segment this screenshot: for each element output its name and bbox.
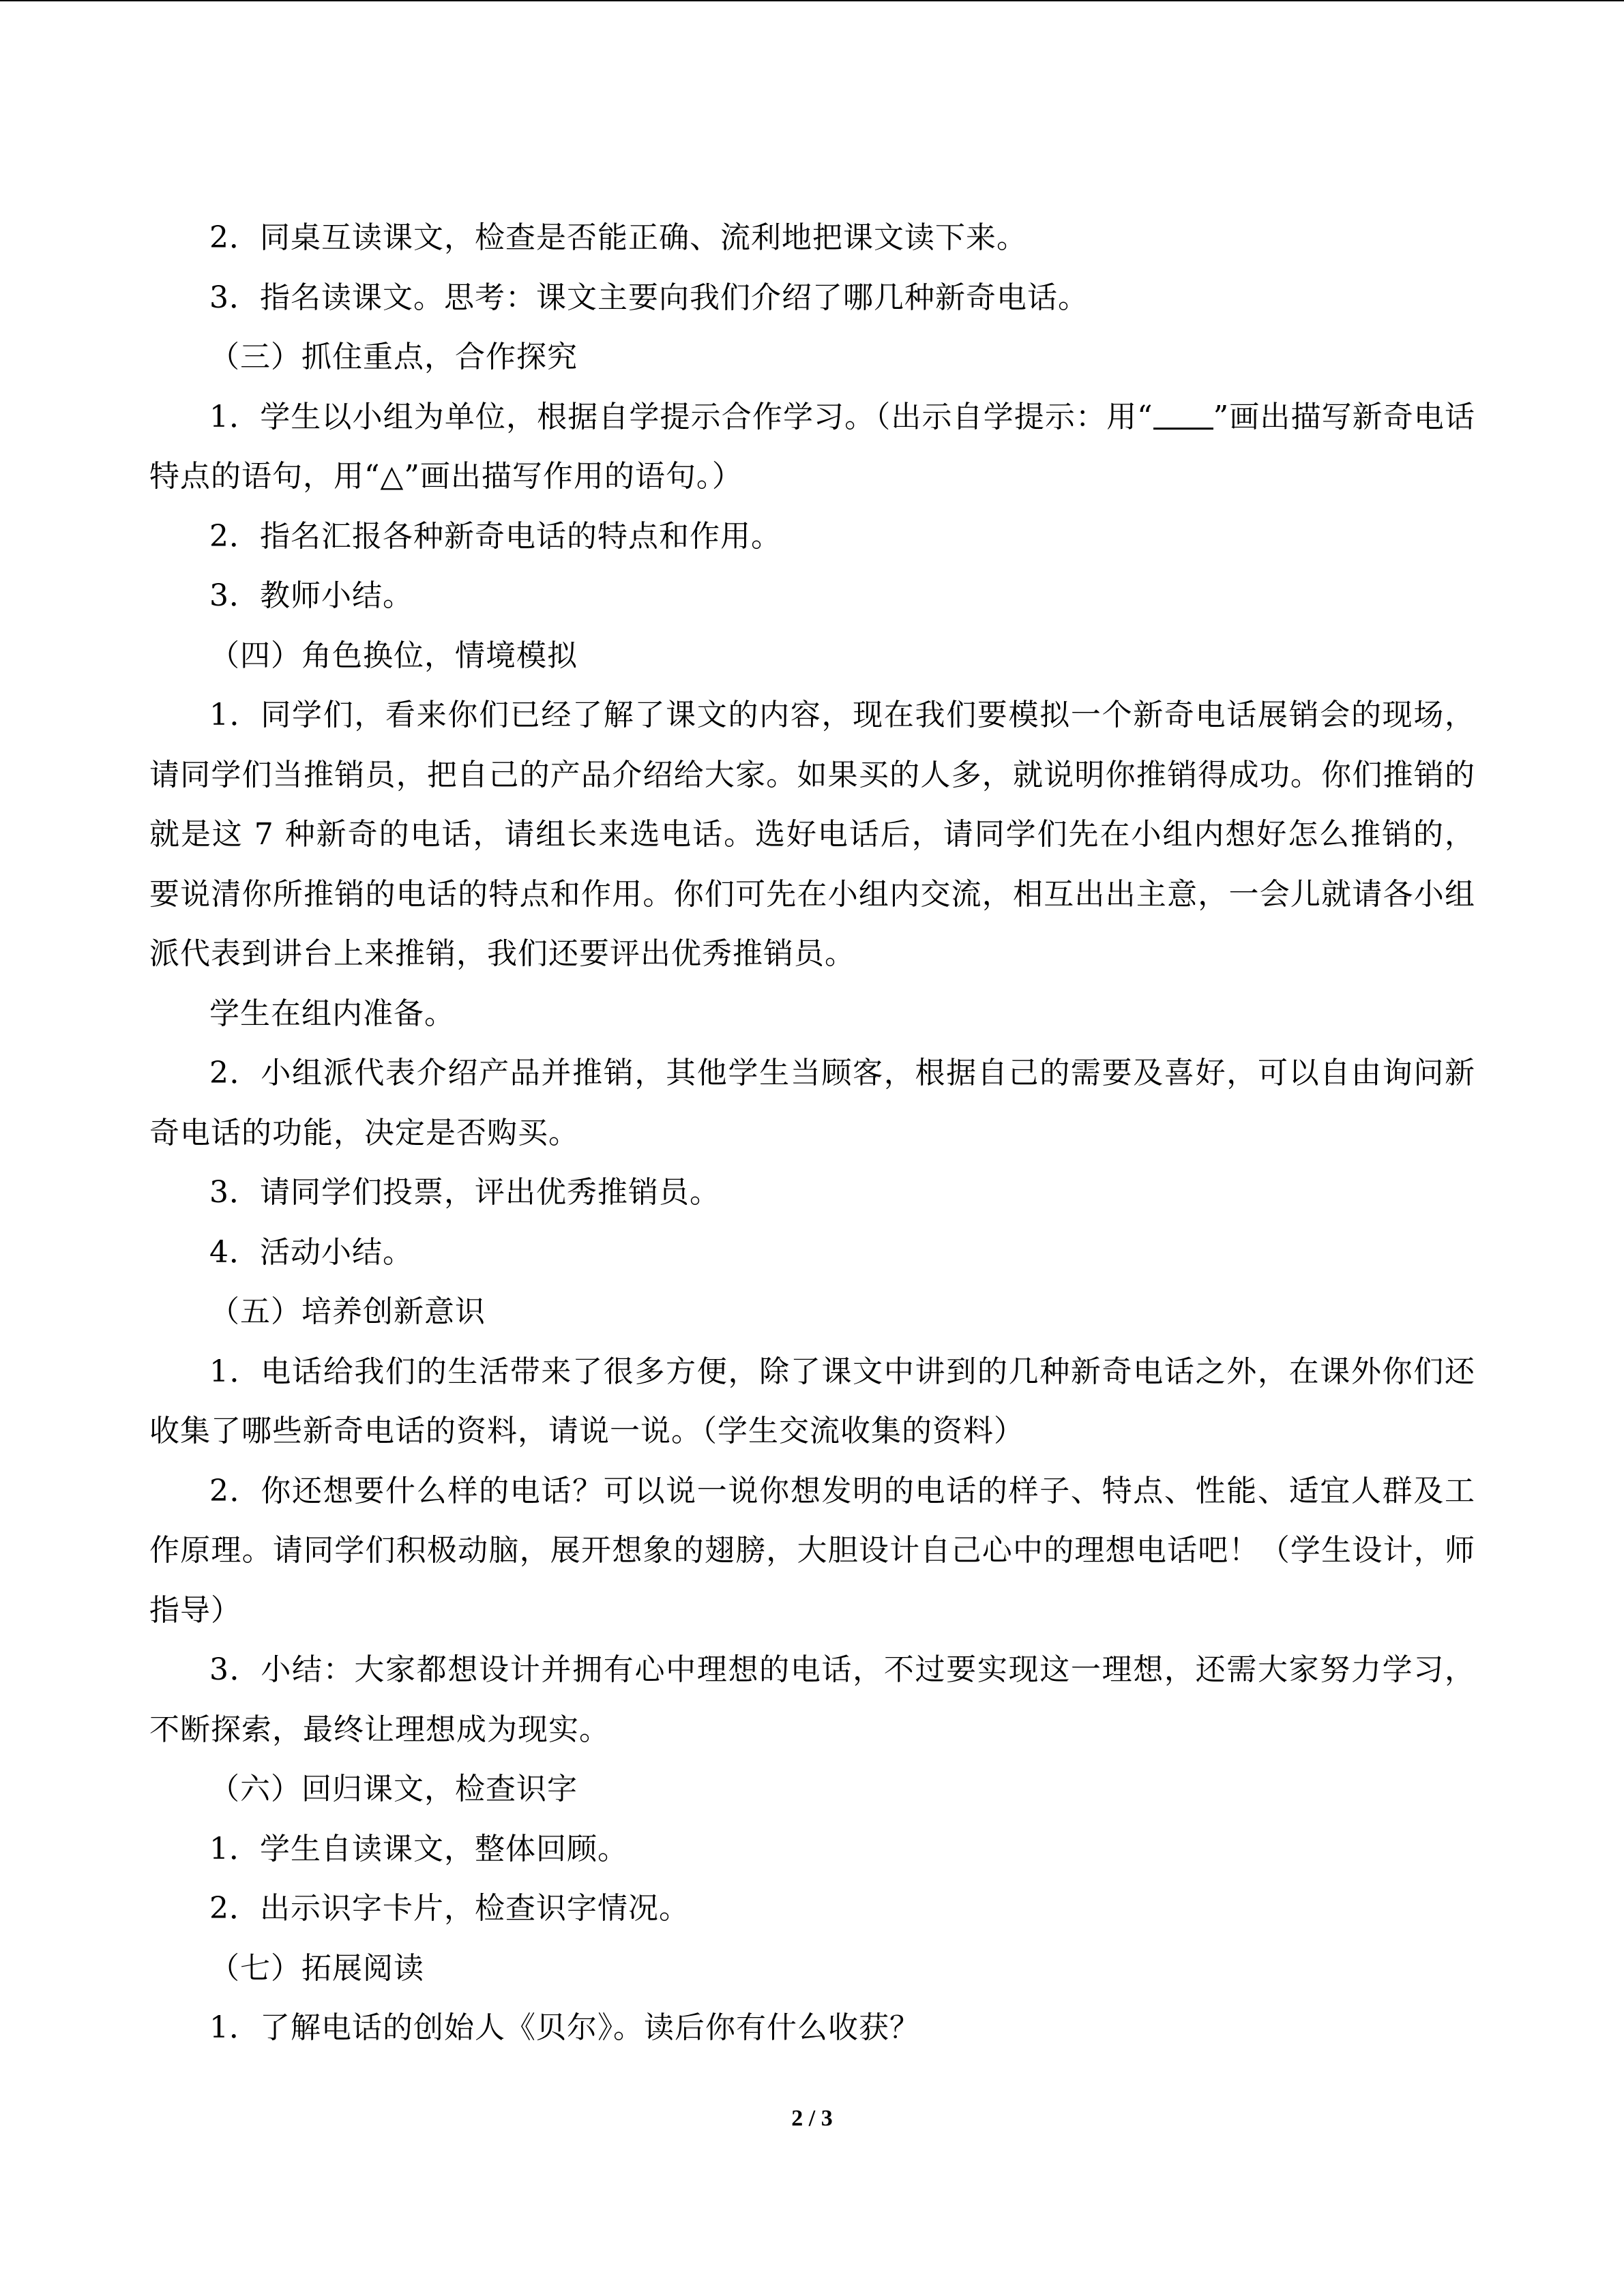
section-heading: （四）角色换位，情境模拟 <box>209 638 578 673</box>
paragraph-with-blank <box>149 387 1475 507</box>
section-heading: （五）培养创新意识 <box>209 1294 486 1329</box>
paragraph: 1．了解电话的创始人《贝尔》。读后你有什么收获？ <box>209 2010 920 2045</box>
paragraph-text-after-blank: ”画出描写新奇电话特点的语句，用“△”画出描写作用的语句。） <box>149 399 1475 494</box>
paragraph: 学生在组内准备。 <box>209 996 455 1031</box>
section-heading: （三）抓住重点，合作探究 <box>209 340 578 374</box>
top-border-line <box>0 0 1624 1</box>
paragraph: 1．同学们，看来你们已经了解了课文的内容，现在我们要模拟一个新奇电话展销会的现场，请同学们当推销员，把自己的产品介绍给大家。如果买的人多，就说明你推销得成功。你们推销的就是这 7 种新奇的电话，请组长来选电话。选好电话后，请同学们先在小组内想好怎么推销的，要说清你所推销的电话的特点和作用。你们可先在小组内交流，相互出出主意，一会儿就请各小组派代表到讲台上来推销，我们还要评出优秀推销员。 <box>149 698 1475 971</box>
paragraph: 2．出示识字卡片，检查识字情况。 <box>209 1891 690 1926</box>
document-body <box>149 208 1475 2058</box>
paragraph: 1．电话给我们的生活带来了很多方便，除了课文中讲到的几种新奇电话之外，在课外你们还收集了哪些新奇电话的资料，请说一说。（学生交流收集的资料） <box>149 1354 1475 1448</box>
paragraph: 2．小组派代表介绍产品并推销，其他学生当顾客，根据自己的需要及喜好，可以自由询问新奇电话的功能，决定是否购买。 <box>149 1056 1475 1150</box>
page-number: 2 / 3 <box>791 2106 833 2131</box>
paragraph: 2．指名汇报各种新奇电话的特点和作用。 <box>209 518 782 554</box>
underline-blank <box>1153 400 1213 430</box>
paragraph-text-before-blank: 1．学生以小组为单位，根据自学提示合作学习。（出示自学提示：用“ <box>209 399 1153 434</box>
paragraph: 3．教师小结。 <box>209 578 413 613</box>
section-heading: （七）拓展阅读 <box>209 1950 424 1986</box>
paragraph: 3．请同学们投票，评出优秀推销员。 <box>209 1175 720 1210</box>
paragraph: 1．学生自读课文，整体回顾。 <box>209 1831 628 1866</box>
paragraph: 3．指名读课文。思考：课文主要向我们介绍了哪几种新奇电话。 <box>209 280 1089 315</box>
paragraph: 2．同桌互读课文，检查是否能正确、流利地把课文读下来。 <box>209 220 1027 255</box>
section-heading: （六）回归课文，检查识字 <box>209 1772 578 1806</box>
paragraph: 4．活动小结。 <box>209 1234 413 1270</box>
paragraph: 2．你还想要什么样的电话？可以说一说你想发明的电话的样子、特点、性能、适宜人群及工作原理。请同学们积极动脑，展开想象的翅膀，大胆设计自己心中的理想电话吧！（学生设计，师指导） <box>149 1473 1475 1628</box>
paragraph: 3．小结：大家都想设计并拥有心中理想的电话，不过要实现这一理想，还需大家努力学习，不断探索，最终让理想成为现实。 <box>149 1652 1475 1747</box>
